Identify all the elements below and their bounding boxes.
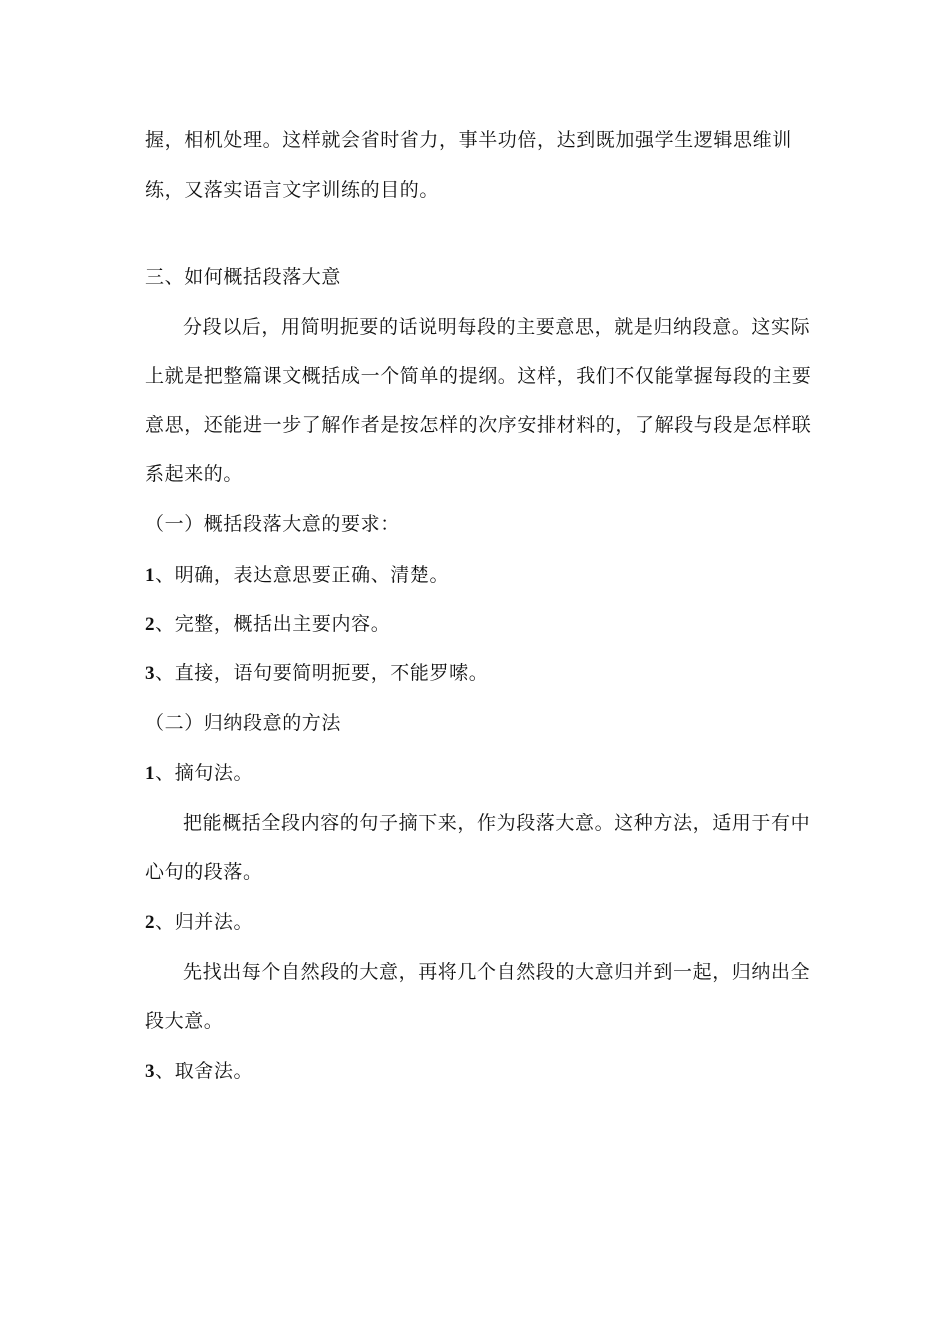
requirement-item — [145, 563, 449, 588]
method-description-line: 段大意。 — [145, 1010, 224, 1032]
paragraph-2-line-4: 系起来的。 — [145, 463, 244, 485]
method-title-text: 、摘句法。 — [155, 762, 254, 784]
requirement-item — [145, 661, 488, 686]
section-heading: 三、如何概括段落大意 — [145, 266, 342, 288]
paragraph-2-line-2: 上就是把整篇课文概括成一个简单的提纲。这样，我们不仅能掌握每段的主要 — [145, 365, 812, 387]
requirement-text: 、直接，语句要简明扼要，不能罗嗦。 — [155, 662, 489, 684]
requirement-number: 2 — [145, 614, 156, 635]
paragraph-1-line-1: 握，相机处理。这样就会省时省力，事半功倍，达到既加强学生逻辑思维训 — [145, 129, 792, 151]
subheading-methods: （二）归纳段意的方法 — [145, 712, 342, 734]
method-title-text: 、取舍法。 — [155, 1060, 254, 1082]
method-title-text: 、归并法。 — [155, 911, 254, 933]
method-title — [145, 1059, 253, 1084]
requirement-text: 、明确，表达意思要正确、清楚。 — [155, 564, 450, 586]
method-description-line: 先找出每个自然段的大意，再将几个自然段的大意归并到一起，归纳出全 — [183, 961, 811, 983]
method-number: 1 — [145, 763, 156, 784]
method-title — [145, 910, 253, 935]
method-title — [145, 761, 253, 786]
method-number: 3 — [145, 1061, 156, 1082]
method-description-line: 心句的段落。 — [145, 861, 263, 883]
subheading-requirements: （一）概括段落大意的要求： — [145, 513, 400, 535]
method-number: 2 — [145, 912, 156, 933]
paragraph-2-line-1: 分段以后，用简明扼要的话说明每段的主要意思，就是归纳段意。这实际 — [183, 316, 811, 338]
requirement-number: 3 — [145, 663, 156, 684]
requirement-text: 、完整，概括出主要内容。 — [155, 613, 391, 635]
paragraph-1-line-2: 练，又落实语言文字训练的目的。 — [145, 179, 440, 201]
paragraph-2-line-3: 意思，还能进一步了解作者是按怎样的次序安排材料的，了解段与段是怎样联 — [145, 414, 812, 436]
method-description-line: 把能概括全段内容的句子摘下来，作为段落大意。这种方法，适用于有中 — [183, 812, 811, 834]
requirement-number: 1 — [145, 565, 156, 586]
requirement-item — [145, 612, 390, 637]
